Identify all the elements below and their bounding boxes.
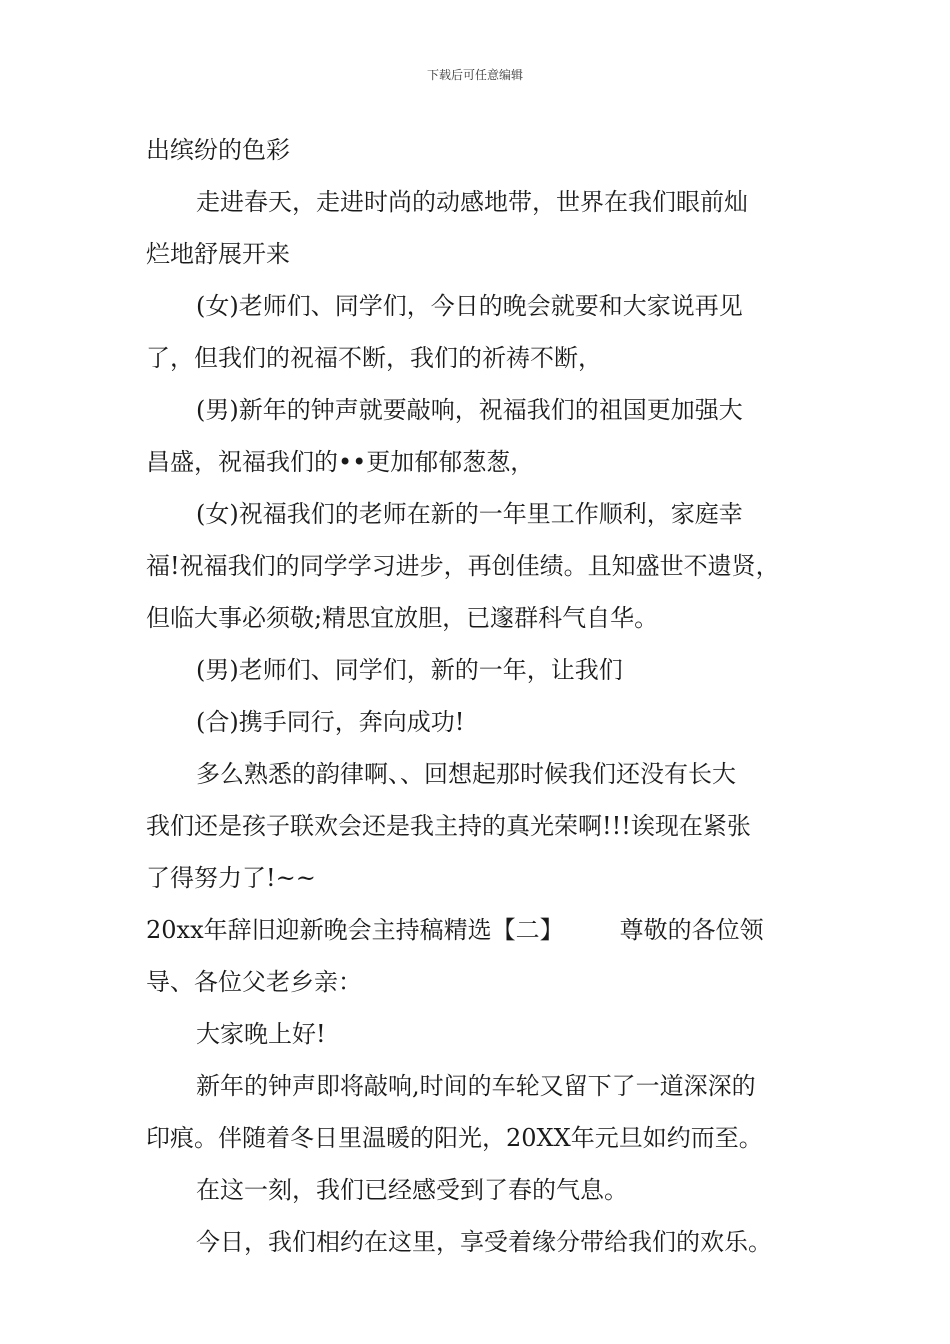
paragraph-line: 在这一刻，我们已经感受到了春的气息。 (196, 1176, 628, 1204)
paragraph-line: 我们还是孩子联欢会还是我主持的真光荣啊!!!诶现在紧张 (146, 812, 751, 840)
paragraph-line: 昌盛，祝福我们的••更加郁郁葱葱， (146, 448, 535, 476)
paragraph-line: (女)老师们、同学们，今日的晚会就要和大家说再见 (196, 292, 743, 320)
paragraph-line: (男)老师们、同学们，新的一年，让我们 (196, 656, 623, 684)
paragraph-line: 了，但我们的祝福不断，我们的祈祷不断， (146, 344, 602, 372)
paragraph-line: 大家晚上好! (196, 1020, 326, 1048)
paragraph-line: 导、各位父老乡亲： (146, 968, 362, 996)
document-body (146, 124, 816, 1268)
paragraph-line: 多么熟悉的韵律啊、、回想起那时候我们还没有长大 (196, 760, 736, 788)
paragraph-line: 了得努力了!~~ (146, 864, 316, 892)
paragraph-line: 新年的钟声即将敲响,时间的车轮又留下了一道深深的 (196, 1072, 756, 1100)
paragraph-line: (男)新年的钟声就要敲响，祝福我们的祖国更加强大 (196, 396, 743, 424)
section-heading-continuation: 尊敬的各位领 (619, 916, 764, 944)
paragraph-line: 烂地舒展开来 (146, 240, 290, 268)
section-heading-line (146, 904, 816, 956)
paragraph-line: 印痕。伴随着冬日里温暖的阳光，20XX年元旦如约而至。 (146, 1124, 763, 1152)
paragraph-line: 但临大事必须敬;精思宜放胆，已邃群科气自华。 (146, 604, 659, 632)
paragraph-line: (女)祝福我们的老师在新的一年里工作顺利，家庭幸 (196, 500, 743, 528)
paragraph-line: (合)携手同行，奔向成功! (196, 708, 465, 736)
section-heading-title: 20xx年辞旧迎新晚会主持稿精选【二】 (146, 916, 564, 944)
page-header: 下载后可任意编辑 (426, 68, 523, 82)
paragraph-line: 福!祝福我们的同学学习进步，再创佳绩。且知盛世不遗贤， (146, 552, 780, 580)
paragraph-line: 走进春天，走进时尚的动感地带，世界在我们眼前灿 (196, 188, 748, 216)
paragraph-line: 今日，我们相约在这里，享受着缘分带给我们的欢乐。 (196, 1228, 772, 1256)
paragraph-line: 出缤纷的色彩 (146, 136, 290, 164)
